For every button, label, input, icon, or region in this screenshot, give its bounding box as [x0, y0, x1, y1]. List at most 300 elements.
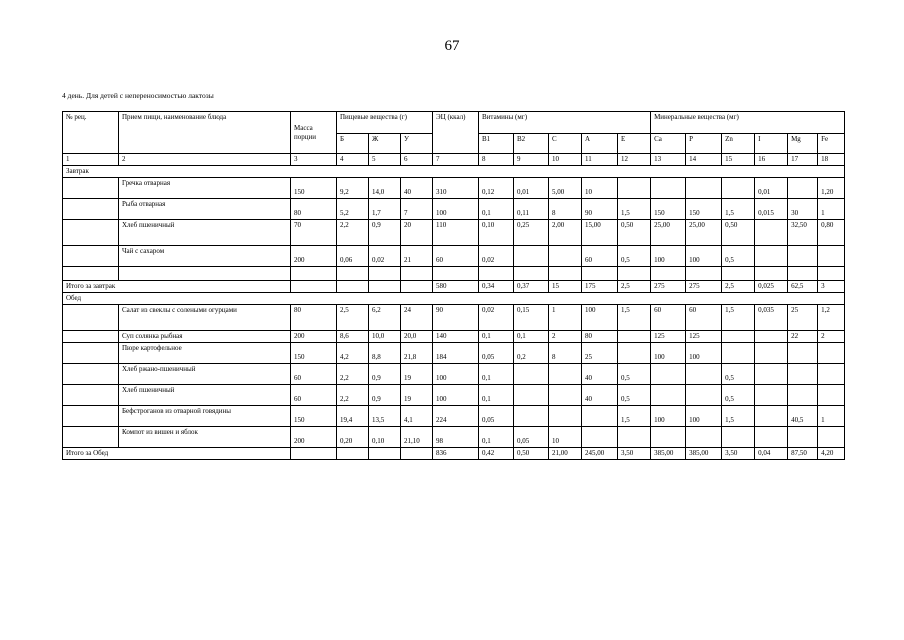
- dish-name: Хлеб пшеничный: [119, 220, 291, 246]
- total-value: [337, 281, 369, 293]
- value-cell: 0,5: [618, 246, 651, 267]
- value-cell: 80: [291, 199, 337, 220]
- value-cell: [788, 385, 818, 406]
- value-cell: 19,4: [337, 406, 369, 427]
- value-cell: [755, 427, 788, 448]
- column-number: 18: [818, 154, 845, 166]
- value-cell: 0,9: [369, 364, 401, 385]
- table-row: [63, 406, 845, 427]
- value-cell: 100: [433, 199, 479, 220]
- subheader-cell: Ca: [651, 134, 686, 154]
- value-cell: 19: [401, 364, 433, 385]
- empty-cell: [369, 267, 401, 281]
- value-cell: 2,2: [337, 364, 369, 385]
- value-cell: 10,0: [369, 331, 401, 343]
- total-label: Итого за Обед: [63, 448, 291, 460]
- subheader-cell: А: [582, 134, 618, 154]
- total-value: 175: [582, 281, 618, 293]
- value-cell: 0,25: [514, 220, 549, 246]
- total-value: 385,00: [686, 448, 722, 460]
- subheader-cell: В2: [514, 134, 549, 154]
- total-value: 2,5: [722, 281, 755, 293]
- table-row: [63, 178, 845, 199]
- value-cell: [755, 331, 788, 343]
- value-cell: 25,00: [651, 220, 686, 246]
- total-value: [337, 448, 369, 460]
- dish-name: Суп солянка рыбная: [119, 331, 291, 343]
- empty-cell: [722, 267, 755, 281]
- rec-no-cell: [63, 246, 119, 267]
- total-value: 275: [651, 281, 686, 293]
- rec-no-cell: [63, 220, 119, 246]
- value-cell: [651, 178, 686, 199]
- value-cell: [788, 178, 818, 199]
- value-cell: 0,9: [369, 385, 401, 406]
- value-cell: 0,1: [479, 331, 514, 343]
- value-cell: [755, 220, 788, 246]
- dish-name: Гречка отварная: [119, 178, 291, 199]
- value-cell: 1: [818, 406, 845, 427]
- section-title: Обед: [63, 293, 845, 305]
- value-cell: 21,10: [401, 427, 433, 448]
- value-cell: 0,015: [755, 199, 788, 220]
- value-cell: 4,2: [337, 343, 369, 364]
- total-value: [369, 448, 401, 460]
- rec-no-cell: [63, 305, 119, 331]
- section-row-breakfast: [63, 166, 845, 178]
- header-row: [63, 112, 845, 134]
- value-cell: [651, 427, 686, 448]
- value-cell: 10: [582, 178, 618, 199]
- subheader-cell: Fe: [818, 134, 845, 154]
- value-cell: [686, 385, 722, 406]
- value-cell: [651, 385, 686, 406]
- value-cell: [514, 406, 549, 427]
- total-value: 3,50: [722, 448, 755, 460]
- value-cell: 1,2: [818, 305, 845, 331]
- section-title: Завтрак: [63, 166, 845, 178]
- value-cell: 98: [433, 427, 479, 448]
- subheader-cell: P: [686, 134, 722, 154]
- column-number-row: [63, 154, 845, 166]
- value-cell: 2,2: [337, 220, 369, 246]
- rec-no-cell: [63, 178, 119, 199]
- header-nutrients: Пищевые вещества (г): [337, 112, 433, 134]
- value-cell: 60: [582, 246, 618, 267]
- value-cell: 0,05: [514, 427, 549, 448]
- value-cell: 0,5: [722, 364, 755, 385]
- value-cell: 0,5: [618, 364, 651, 385]
- value-cell: 0,10: [479, 220, 514, 246]
- value-cell: 8: [549, 343, 582, 364]
- column-number: 15: [722, 154, 755, 166]
- value-cell: 0,50: [722, 220, 755, 246]
- column-number: 8: [479, 154, 514, 166]
- value-cell: 310: [433, 178, 479, 199]
- empty-cell: [514, 267, 549, 281]
- value-cell: 20,0: [401, 331, 433, 343]
- value-cell: 1,5: [618, 199, 651, 220]
- value-cell: [618, 427, 651, 448]
- value-cell: 0,11: [514, 199, 549, 220]
- value-cell: 150: [291, 178, 337, 199]
- total-value: 580: [433, 281, 479, 293]
- value-cell: [818, 246, 845, 267]
- value-cell: 0,02: [479, 305, 514, 331]
- value-cell: [755, 364, 788, 385]
- value-cell: 0,5: [618, 385, 651, 406]
- value-cell: 125: [651, 331, 686, 343]
- value-cell: 100: [651, 406, 686, 427]
- value-cell: 100: [686, 406, 722, 427]
- table-row: [63, 343, 845, 364]
- total-value: 0,04: [755, 448, 788, 460]
- dish-name: Чай с сахаром: [119, 246, 291, 267]
- subheader-cell: Б: [337, 134, 369, 154]
- column-number: 13: [651, 154, 686, 166]
- value-cell: [788, 427, 818, 448]
- table-caption: 4 день. Для детей с непереносимостью лактозы: [62, 91, 214, 100]
- total-value: [291, 448, 337, 460]
- section-row-lunch: [63, 293, 845, 305]
- value-cell: 0,1: [514, 331, 549, 343]
- total-value: 0,50: [514, 448, 549, 460]
- value-cell: [549, 385, 582, 406]
- value-cell: 24: [401, 305, 433, 331]
- value-cell: 0,80: [818, 220, 845, 246]
- value-cell: 200: [291, 246, 337, 267]
- total-row: [63, 448, 845, 460]
- value-cell: 21,8: [401, 343, 433, 364]
- column-number: 11: [582, 154, 618, 166]
- empty-cell: [818, 267, 845, 281]
- value-cell: [818, 343, 845, 364]
- value-cell: [755, 343, 788, 364]
- dish-name: Хлеб ржано-пшеничный: [119, 364, 291, 385]
- subheader-cell: I: [755, 134, 788, 154]
- value-cell: 0,1: [479, 364, 514, 385]
- value-cell: [722, 178, 755, 199]
- value-cell: [722, 331, 755, 343]
- value-cell: 40,5: [788, 406, 818, 427]
- value-cell: 150: [291, 406, 337, 427]
- value-cell: 70: [291, 220, 337, 246]
- value-cell: [618, 343, 651, 364]
- empty-cell: [788, 267, 818, 281]
- value-cell: [549, 246, 582, 267]
- value-cell: 110: [433, 220, 479, 246]
- value-cell: 40: [582, 385, 618, 406]
- value-cell: 100: [582, 305, 618, 331]
- value-cell: 4,1: [401, 406, 433, 427]
- value-cell: 0,5: [722, 385, 755, 406]
- value-cell: [582, 406, 618, 427]
- column-number: 16: [755, 154, 788, 166]
- page-number: 67: [444, 38, 460, 54]
- total-value: 21,00: [549, 448, 582, 460]
- column-number: 10: [549, 154, 582, 166]
- column-number: 14: [686, 154, 722, 166]
- rec-no-cell: [63, 427, 119, 448]
- subheader-cell: В1: [479, 134, 514, 154]
- value-cell: 7: [401, 199, 433, 220]
- value-cell: 0,01: [755, 178, 788, 199]
- value-cell: 10: [549, 427, 582, 448]
- value-cell: 0,50: [618, 220, 651, 246]
- value-cell: [818, 364, 845, 385]
- value-cell: [788, 246, 818, 267]
- total-label: Итого за завтрак: [63, 281, 291, 293]
- value-cell: 25: [582, 343, 618, 364]
- value-cell: 8: [549, 199, 582, 220]
- value-cell: [722, 427, 755, 448]
- rec-no-cell: [63, 331, 119, 343]
- empty-cell: [119, 267, 291, 281]
- total-value: [401, 448, 433, 460]
- value-cell: [755, 406, 788, 427]
- header-meal: Прием пищи, наименование блюда: [119, 112, 291, 154]
- value-cell: 224: [433, 406, 479, 427]
- total-value: 0,025: [755, 281, 788, 293]
- empty-cell: [755, 267, 788, 281]
- column-number: 1: [63, 154, 119, 166]
- value-cell: 2: [818, 331, 845, 343]
- value-cell: [514, 364, 549, 385]
- table-row: [63, 385, 845, 406]
- value-cell: 100: [433, 385, 479, 406]
- value-cell: [618, 178, 651, 199]
- value-cell: 1,5: [722, 305, 755, 331]
- total-row: [63, 281, 845, 293]
- column-number: 7: [433, 154, 479, 166]
- total-value: 3: [818, 281, 845, 293]
- value-cell: 2,5: [337, 305, 369, 331]
- value-cell: 21: [401, 246, 433, 267]
- value-cell: [788, 364, 818, 385]
- value-cell: [651, 364, 686, 385]
- value-cell: 0,20: [337, 427, 369, 448]
- value-cell: 0,1: [479, 385, 514, 406]
- dish-name: Рыба отварная: [119, 199, 291, 220]
- header-rec-no: № рец.: [63, 112, 119, 154]
- total-value: 245,00: [582, 448, 618, 460]
- total-value: 0,42: [479, 448, 514, 460]
- value-cell: 0,5: [722, 246, 755, 267]
- empty-cell: [63, 267, 119, 281]
- empty-cell: [549, 267, 582, 281]
- header-minerals: Минеральные вещества (мг): [651, 112, 845, 134]
- value-cell: [818, 427, 845, 448]
- value-cell: 140: [433, 331, 479, 343]
- value-cell: 1,5: [722, 406, 755, 427]
- value-cell: 184: [433, 343, 479, 364]
- value-cell: 1,20: [818, 178, 845, 199]
- total-value: 87,50: [788, 448, 818, 460]
- table-row: [63, 427, 845, 448]
- total-value: [401, 281, 433, 293]
- column-number: 2: [119, 154, 291, 166]
- total-value: 385,00: [651, 448, 686, 460]
- dish-name: Бефстроганов из отварной говядины: [119, 406, 291, 427]
- subheader-cell: Ж: [369, 134, 401, 154]
- value-cell: [549, 406, 582, 427]
- value-cell: [514, 385, 549, 406]
- header-energy: ЭЦ (ккал): [433, 112, 479, 154]
- value-cell: 90: [582, 199, 618, 220]
- value-cell: 0,12: [479, 178, 514, 199]
- column-number: 12: [618, 154, 651, 166]
- column-number: 4: [337, 154, 369, 166]
- subheader-cell: Zn: [722, 134, 755, 154]
- value-cell: 150: [291, 343, 337, 364]
- value-cell: 100: [651, 343, 686, 364]
- value-cell: 125: [686, 331, 722, 343]
- total-value: 275: [686, 281, 722, 293]
- rec-no-cell: [63, 385, 119, 406]
- empty-cell: [479, 267, 514, 281]
- total-value: [291, 281, 337, 293]
- value-cell: [549, 364, 582, 385]
- empty-cell: [618, 267, 651, 281]
- empty-cell: [433, 267, 479, 281]
- empty-cell: [651, 267, 686, 281]
- value-cell: [686, 178, 722, 199]
- column-number: 6: [401, 154, 433, 166]
- value-cell: 40: [582, 364, 618, 385]
- nutrition-table: [62, 111, 845, 460]
- header-vitamins: Витамины (мг): [479, 112, 651, 134]
- value-cell: 100: [686, 343, 722, 364]
- empty-cell: [291, 267, 337, 281]
- value-cell: 0,2: [514, 343, 549, 364]
- value-cell: 0,9: [369, 220, 401, 246]
- value-cell: 2,2: [337, 385, 369, 406]
- value-cell: 0,02: [479, 246, 514, 267]
- total-value: [369, 281, 401, 293]
- total-value: 0,34: [479, 281, 514, 293]
- value-cell: 0,02: [369, 246, 401, 267]
- value-cell: 60: [433, 246, 479, 267]
- value-cell: 0,05: [479, 343, 514, 364]
- value-cell: 32,50: [788, 220, 818, 246]
- dish-name: Компот из вишен и яблок: [119, 427, 291, 448]
- value-cell: [582, 427, 618, 448]
- value-cell: 60: [686, 305, 722, 331]
- rec-no-cell: [63, 364, 119, 385]
- value-cell: [686, 364, 722, 385]
- header-mass: Масса порции: [291, 112, 337, 154]
- value-cell: 0,01: [514, 178, 549, 199]
- subheader-cell: С: [549, 134, 582, 154]
- value-cell: 22: [788, 331, 818, 343]
- subheader-cell: Е: [618, 134, 651, 154]
- value-cell: 150: [651, 199, 686, 220]
- value-cell: [686, 427, 722, 448]
- value-cell: 200: [291, 331, 337, 343]
- dish-name: Хлеб пшеничный: [119, 385, 291, 406]
- value-cell: 0,1: [479, 427, 514, 448]
- dish-name: Пюре картофельное: [119, 343, 291, 364]
- value-cell: 19: [401, 385, 433, 406]
- value-cell: 9,2: [337, 178, 369, 199]
- total-value: 836: [433, 448, 479, 460]
- empty-cell: [582, 267, 618, 281]
- value-cell: 6,2: [369, 305, 401, 331]
- empty-cell: [401, 267, 433, 281]
- rec-no-cell: [63, 199, 119, 220]
- value-cell: 8,6: [337, 331, 369, 343]
- value-cell: [722, 343, 755, 364]
- column-number: 9: [514, 154, 549, 166]
- value-cell: 2,00: [549, 220, 582, 246]
- value-cell: 25,00: [686, 220, 722, 246]
- value-cell: 100: [686, 246, 722, 267]
- column-number: 17: [788, 154, 818, 166]
- value-cell: 1,5: [618, 305, 651, 331]
- value-cell: 60: [651, 305, 686, 331]
- value-cell: 0,1: [479, 199, 514, 220]
- value-cell: 90: [433, 305, 479, 331]
- value-cell: [755, 385, 788, 406]
- value-cell: 1,5: [722, 199, 755, 220]
- value-cell: 80: [582, 331, 618, 343]
- value-cell: 40: [401, 178, 433, 199]
- value-cell: 8,8: [369, 343, 401, 364]
- value-cell: 0,06: [337, 246, 369, 267]
- value-cell: 2: [549, 331, 582, 343]
- value-cell: 60: [291, 364, 337, 385]
- empty-cell: [337, 267, 369, 281]
- empty-cell: [686, 267, 722, 281]
- value-cell: 0,05: [479, 406, 514, 427]
- value-cell: 0,15: [514, 305, 549, 331]
- table-row: [63, 246, 845, 267]
- total-value: 15: [549, 281, 582, 293]
- value-cell: 5,2: [337, 199, 369, 220]
- value-cell: 14,0: [369, 178, 401, 199]
- table-row: [63, 305, 845, 331]
- rec-no-cell: [63, 406, 119, 427]
- value-cell: [788, 343, 818, 364]
- value-cell: 1,5: [618, 406, 651, 427]
- dish-name: Салат из свеклы с солеными огурцами: [119, 305, 291, 331]
- value-cell: 0,035: [755, 305, 788, 331]
- total-value: 3,50: [618, 448, 651, 460]
- value-cell: 20: [401, 220, 433, 246]
- rec-no-cell: [63, 343, 119, 364]
- value-cell: 0,10: [369, 427, 401, 448]
- table-row: [63, 331, 845, 343]
- total-value: 62,5: [788, 281, 818, 293]
- total-value: 2,5: [618, 281, 651, 293]
- value-cell: 200: [291, 427, 337, 448]
- subheader-cell: Mg: [788, 134, 818, 154]
- value-cell: 1: [818, 199, 845, 220]
- value-cell: [818, 385, 845, 406]
- value-cell: 80: [291, 305, 337, 331]
- column-number: 5: [369, 154, 401, 166]
- value-cell: 1: [549, 305, 582, 331]
- value-cell: 15,00: [582, 220, 618, 246]
- total-value: 4,20: [818, 448, 845, 460]
- total-value: 0,37: [514, 281, 549, 293]
- value-cell: 100: [651, 246, 686, 267]
- value-cell: 1,7: [369, 199, 401, 220]
- value-cell: 30: [788, 199, 818, 220]
- value-cell: 60: [291, 385, 337, 406]
- value-cell: [514, 246, 549, 267]
- table-row: [63, 220, 845, 246]
